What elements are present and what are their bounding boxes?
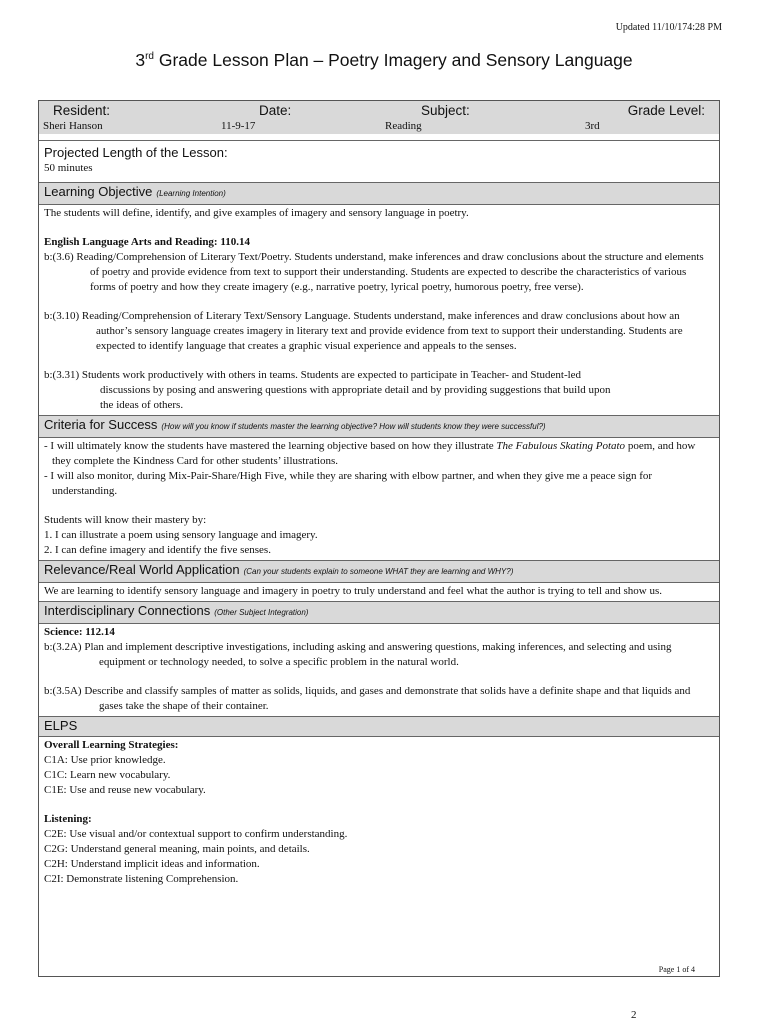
strategy-item: C1C: Learn new vocabulary. [44,769,171,781]
resident-value: Sheri Hanson [43,120,103,132]
interdisciplinary-header [39,602,719,624]
strategy-item: C1A: Use prior knowledge. [44,754,166,766]
criteria-title: Criteria for Success [44,417,158,432]
criteria-note: (How will you know if students master the learning objective? How will students know they were successful?) [161,422,546,431]
relevance-body [39,583,719,602]
title-superscript: rd [145,51,154,62]
title-prefix: 3 [135,50,146,70]
listening-item: C2I: Demonstrate listening Comprehension. [44,873,239,885]
lesson-plan-table [38,100,720,977]
ela-standard-item: b:(3.6) Reading/Comprehension of Literary Text/Poetry. Students understand, make inferences and draw conclusions about the structure and elements of poetry and provide evidence from text to support their understanding. Students are expected to describe the characteristics of various forms of poetry and how they create imagery (e.g., narrative poetry, lyrical poetry, humorous poetry, free verse). [44,251,704,293]
updated-timestamp: Updated 11/10/174:28 PM [615,22,722,33]
criteria-line: - I will ultimately know the students have mastered the learning objective based on how they illustrate The Fabulous Skating Potato poem, and how they complete the Kindness Card for other students’ illustrations. [44,440,696,467]
date-label: Date: [259,103,292,118]
learning-objective-note: (Learning Intention) [156,189,226,198]
objective-intro: The students will define, identify, and give examples of imagery and sensory language in poetry. [44,207,469,219]
listening-item: C2E: Use visual and/or contextual support to confirm understanding. [44,828,348,840]
subject-label: Subject: [421,103,470,118]
resident-label: Resident: [53,103,111,118]
strategy-item: C1E: Use and reuse new vocabulary. [44,784,206,796]
relevance-text: We are learning to identify sensory language and imagery in poetry to truly understand and feel what the author is trying to tell and show us. [44,585,663,597]
projected-length-value: 50 minutes [44,162,93,174]
relevance-note: (Can your students explain to someone WHAT they are learning and WHY?) [243,567,514,576]
page-number: 2 [631,1009,637,1021]
ela-standard-item: b:(3.31) Students work productively with others in teams. Students are expected to participate in Teacher- and Student-led discussions by posing and answering questions with appropriate detail and by providing suggestions that build upon the ideas of others. [44,369,611,411]
strategies-title: Overall Learning Strategies: [44,739,179,751]
science-standard-item: b:(3.2A) Plan and implement descriptive investigations, including asking and answering questions, making inferences, and selecting and using equipment or technology needed, to solve a specific problem in the natural world. [44,641,672,668]
criteria-header [39,416,719,438]
info-row [39,101,719,141]
criteria-body [39,438,719,561]
grade-level-label: Grade Level: [627,103,705,118]
grade-level-value: 3rd [585,120,600,132]
title-rest: Grade Lesson Plan – Poetry Imagery and Sensory Language [154,50,633,70]
projected-length-label: Projected Length of the Lesson: [44,145,228,160]
learning-objective-header [39,183,719,205]
date-value: 11-9-17 [221,120,256,132]
mastery-item: 1. I can illustrate a poem using sensory language and imagery. [44,529,318,541]
interdisciplinary-body [39,624,719,717]
ela-standard-item: b:(3.10) Reading/Comprehension of Literary Text/Sensory Language. Students understand, make inferences and draw conclusions about how an author’s sensory language creates imagery in literary text and provide evidence from text to support their understanding. Students are expected to identify language that creates a graphic visual experience and appeals to the senses. [44,310,683,352]
listening-title: Listening: [44,813,92,825]
elps-title: ELPS [44,718,78,733]
criteria-line: - I will also monitor, during Mix-Pair-Share/High Five, while they are sharing with elbow partner, and when they give me a peace sign for understanding. [44,470,653,497]
learning-objective-title: Learning Objective [44,184,153,199]
elps-header [39,717,719,737]
listening-item: C2G: Understand general meaning, main points, and details. [44,843,310,855]
interdisciplinary-title: Interdisciplinary Connections [44,603,211,618]
relevance-title: Relevance/Real World Application [44,562,240,577]
poem-title: The Fabulous Skating Potato [496,440,626,452]
ela-standard-title: English Language Arts and Reading: 110.14 [44,236,250,248]
projected-length-section [39,141,719,183]
interdisciplinary-note: (Other Subject Integration) [214,608,309,617]
relevance-header [39,561,719,583]
elps-body [39,737,719,889]
listening-item: C2H: Understand implicit ideas and information. [44,858,260,870]
page-of-indicator: Page 1 of 4 [658,965,695,974]
subject-value: Reading [385,120,422,132]
mastery-item: 2. I can define imagery and identify the five senses. [44,544,271,556]
science-standard-item: b:(3.5A) Describe and classify samples of matter as solids, liquids, and gases and demonstrate that solids have a definite shape and that liquids and gases take the shape of their container. [44,685,691,712]
mastery-title: Students will know their mastery by: [44,514,207,526]
page-title [0,50,768,71]
science-standard-title: Science: 112.14 [44,626,115,638]
learning-objective-body [39,205,719,416]
